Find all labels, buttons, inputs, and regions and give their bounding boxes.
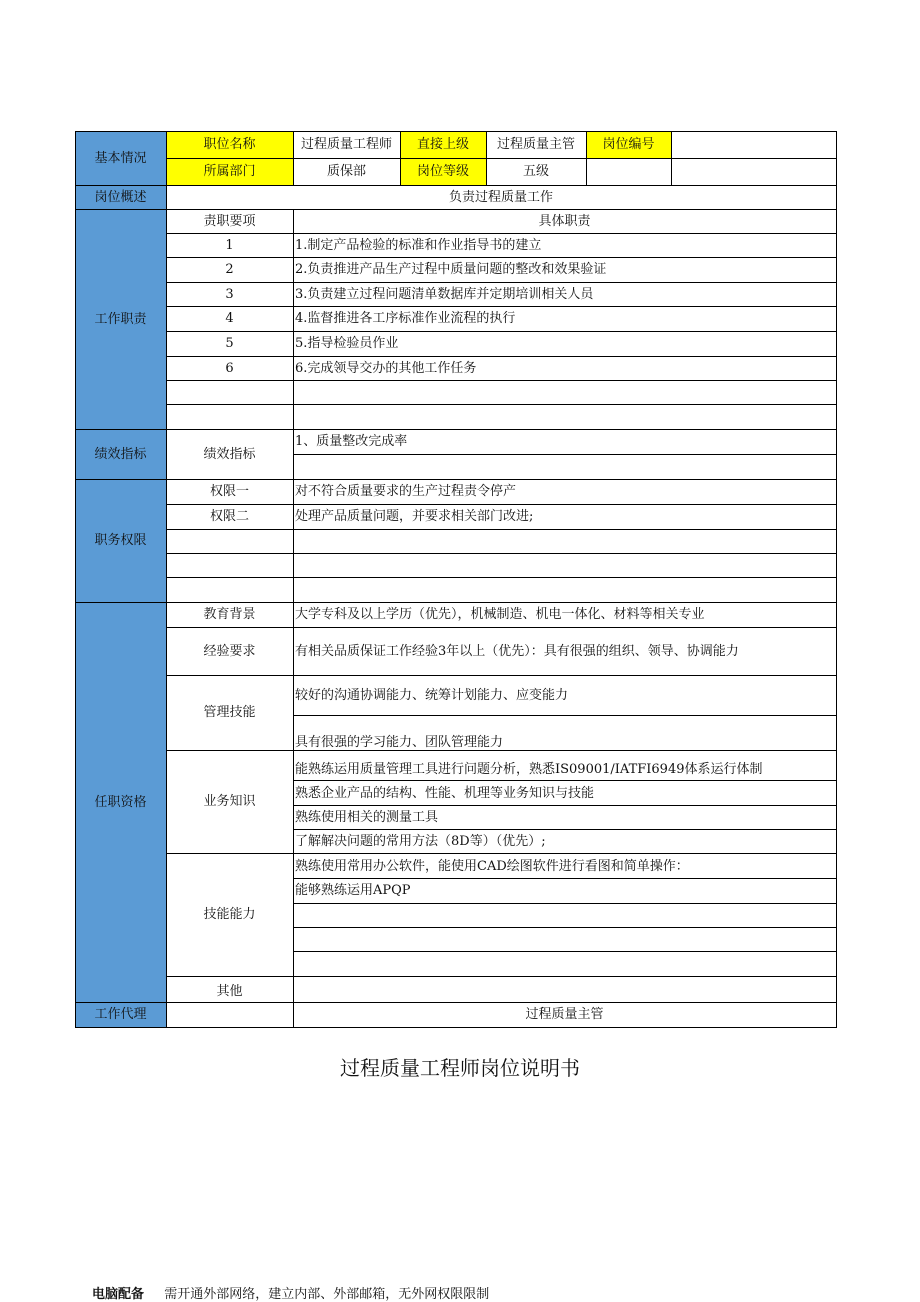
table-rule xyxy=(166,356,837,357)
education-text: 大学专科及以上学历（优先），机械制造、机电一体化、材料等相关专业 xyxy=(295,607,705,622)
duty-no: 4 xyxy=(225,311,234,326)
kpi-label: 绩效指标 xyxy=(203,446,256,462)
table-divider xyxy=(166,131,167,1028)
table-border-left xyxy=(75,131,76,1028)
table-rule xyxy=(293,951,837,952)
table-rule xyxy=(166,627,837,628)
knowledge-item: 了解解决问题的常用方法（8D等）（优先）; xyxy=(295,833,546,849)
other-label: 其他 xyxy=(216,983,243,999)
duty-no: 6 xyxy=(225,360,234,376)
knowledge-item: 熟练使用相关的测量工具 xyxy=(295,809,439,825)
table-rule xyxy=(293,878,837,879)
skills-item: 能够熟练运用APQP xyxy=(295,882,411,898)
table-rule xyxy=(166,577,837,578)
table-rule xyxy=(75,429,837,430)
table-rule xyxy=(166,675,837,676)
position-code-label: 岗位编号 xyxy=(586,131,671,158)
footer xyxy=(92,1283,489,1302)
table-rule xyxy=(166,504,837,505)
position-code-value xyxy=(671,131,836,158)
table-rule xyxy=(166,380,837,381)
table-rule xyxy=(293,805,837,806)
skills-label: 技能能力 xyxy=(203,907,256,922)
table-rule xyxy=(75,1002,837,1003)
dept-value: 质保部 xyxy=(326,164,366,179)
skills-item xyxy=(293,903,836,927)
section-overview: 岗位概述 xyxy=(75,185,166,209)
table-rule xyxy=(166,976,837,977)
section-qualification: 任职资格 xyxy=(75,602,166,1002)
superior-value: 过程质量主管 xyxy=(496,137,575,152)
duty-text: 4.监督推进各工序标准作业流程的执行 xyxy=(295,311,516,326)
duty-no: 2 xyxy=(225,262,234,277)
section-agent: 工作代理 xyxy=(75,1002,166,1027)
duties-col-header-2: 具体职责 xyxy=(538,213,591,229)
education-label: 教育背景 xyxy=(203,607,256,622)
table-border-right xyxy=(836,131,837,1028)
table-rule xyxy=(166,853,837,854)
document-title: 过程质量工程师岗位说明书 xyxy=(340,1056,580,1080)
overview-text: 负责过程质量工作 xyxy=(448,189,553,205)
knowledge-item: 熟悉企业产品的结构、性能、机理等业务知识与技能 xyxy=(295,785,595,801)
table-rule xyxy=(166,331,837,332)
experience-label: 经验要求 xyxy=(203,643,256,659)
duty-text: 6.完成领导交办的其他工作任务 xyxy=(295,360,477,376)
table-rule xyxy=(166,158,837,159)
table-rule xyxy=(293,829,837,830)
table-rule xyxy=(166,404,837,405)
authority-label: 权限二 xyxy=(209,509,249,524)
authority-label: 权限一 xyxy=(209,484,249,499)
table-rule xyxy=(75,185,837,186)
duty-text: 3.负责建立过程问题清单数据库并定期培训相关人员 xyxy=(295,286,594,302)
level-value: 五级 xyxy=(522,164,549,179)
table-rule xyxy=(293,454,837,455)
duty-no: 5 xyxy=(225,336,234,351)
management-item: 具有很强的学习能力、团队管理能力 xyxy=(295,735,504,750)
superior-label: 直接上级 xyxy=(400,131,486,158)
table-rule xyxy=(166,750,837,751)
other-text xyxy=(293,976,836,1002)
kpi-item: 1、质量整改完成率 xyxy=(295,434,408,449)
knowledge-label: 业务知识 xyxy=(203,794,256,809)
position-name-label: 职位名称 xyxy=(166,131,293,158)
duty-text: 1.制定产品检验的标准和作业指导书的建立 xyxy=(295,237,542,253)
table-rule xyxy=(75,602,837,603)
skills-item xyxy=(293,951,836,976)
position-name-value: 过程质量工程师 xyxy=(300,137,392,152)
table-rule xyxy=(166,306,837,307)
table-rule xyxy=(75,479,837,480)
skills-item: 熟练使用常用办公软件，能使用CAD绘图软件进行看图和简单操作： xyxy=(295,858,689,874)
table-border-top xyxy=(75,131,837,132)
table-rule xyxy=(293,780,837,781)
authority-text: 处理产品质量问题，并要求相关部门改进; xyxy=(295,509,534,524)
table-border-bottom xyxy=(75,1027,837,1028)
table-rule xyxy=(166,257,837,258)
section-duties: 工作职责 xyxy=(75,209,166,429)
section-basic: 基本情况 xyxy=(75,131,166,185)
footer-text: 需开通外部网络，建立内部、外部邮箱，无外网权限限制 xyxy=(164,1287,490,1302)
duty-text: 2.负责推进产品生产过程中质量问题的整改和效果验证 xyxy=(295,262,607,277)
agent-text: 过程质量主管 xyxy=(525,1007,604,1022)
duty-no: 3 xyxy=(225,286,234,302)
knowledge-item: 能熟练运用质量管理工具进行问题分析，熟悉IS09001/IATFI6949体系运行体制 xyxy=(295,761,763,777)
experience-text: 有相关品质保证工作经验3年以上（优先）：具有很强的组织、领导、协调能力 xyxy=(295,643,739,659)
kpi-item xyxy=(293,454,836,479)
duty-no: 1 xyxy=(225,237,234,253)
management-item: 较好的沟通协调能力、统筹计划能力、应变能力 xyxy=(295,687,569,703)
footer-label: 电脑配备 xyxy=(92,1287,145,1302)
dept-label: 所属部门 xyxy=(166,158,293,185)
table-rule xyxy=(166,529,837,530)
duties-col-header-1: 责职要项 xyxy=(203,213,256,229)
skills-item xyxy=(293,927,836,951)
duty-text: 5.指导检验员作业 xyxy=(295,336,399,351)
table-rule xyxy=(166,282,837,283)
table-rule xyxy=(293,903,837,904)
table-rule xyxy=(166,553,837,554)
table-rule xyxy=(166,233,837,234)
management-label: 管理技能 xyxy=(203,705,256,720)
table-rule xyxy=(293,715,837,716)
section-kpi: 绩效指标 xyxy=(75,429,166,479)
table-rule xyxy=(75,209,837,210)
table-rule xyxy=(293,927,837,928)
level-label: 岗位等级 xyxy=(400,158,486,185)
authority-text: 对不符合质量要求的生产过程责令停产 xyxy=(295,484,517,499)
section-authority: 职务权限 xyxy=(75,479,166,602)
